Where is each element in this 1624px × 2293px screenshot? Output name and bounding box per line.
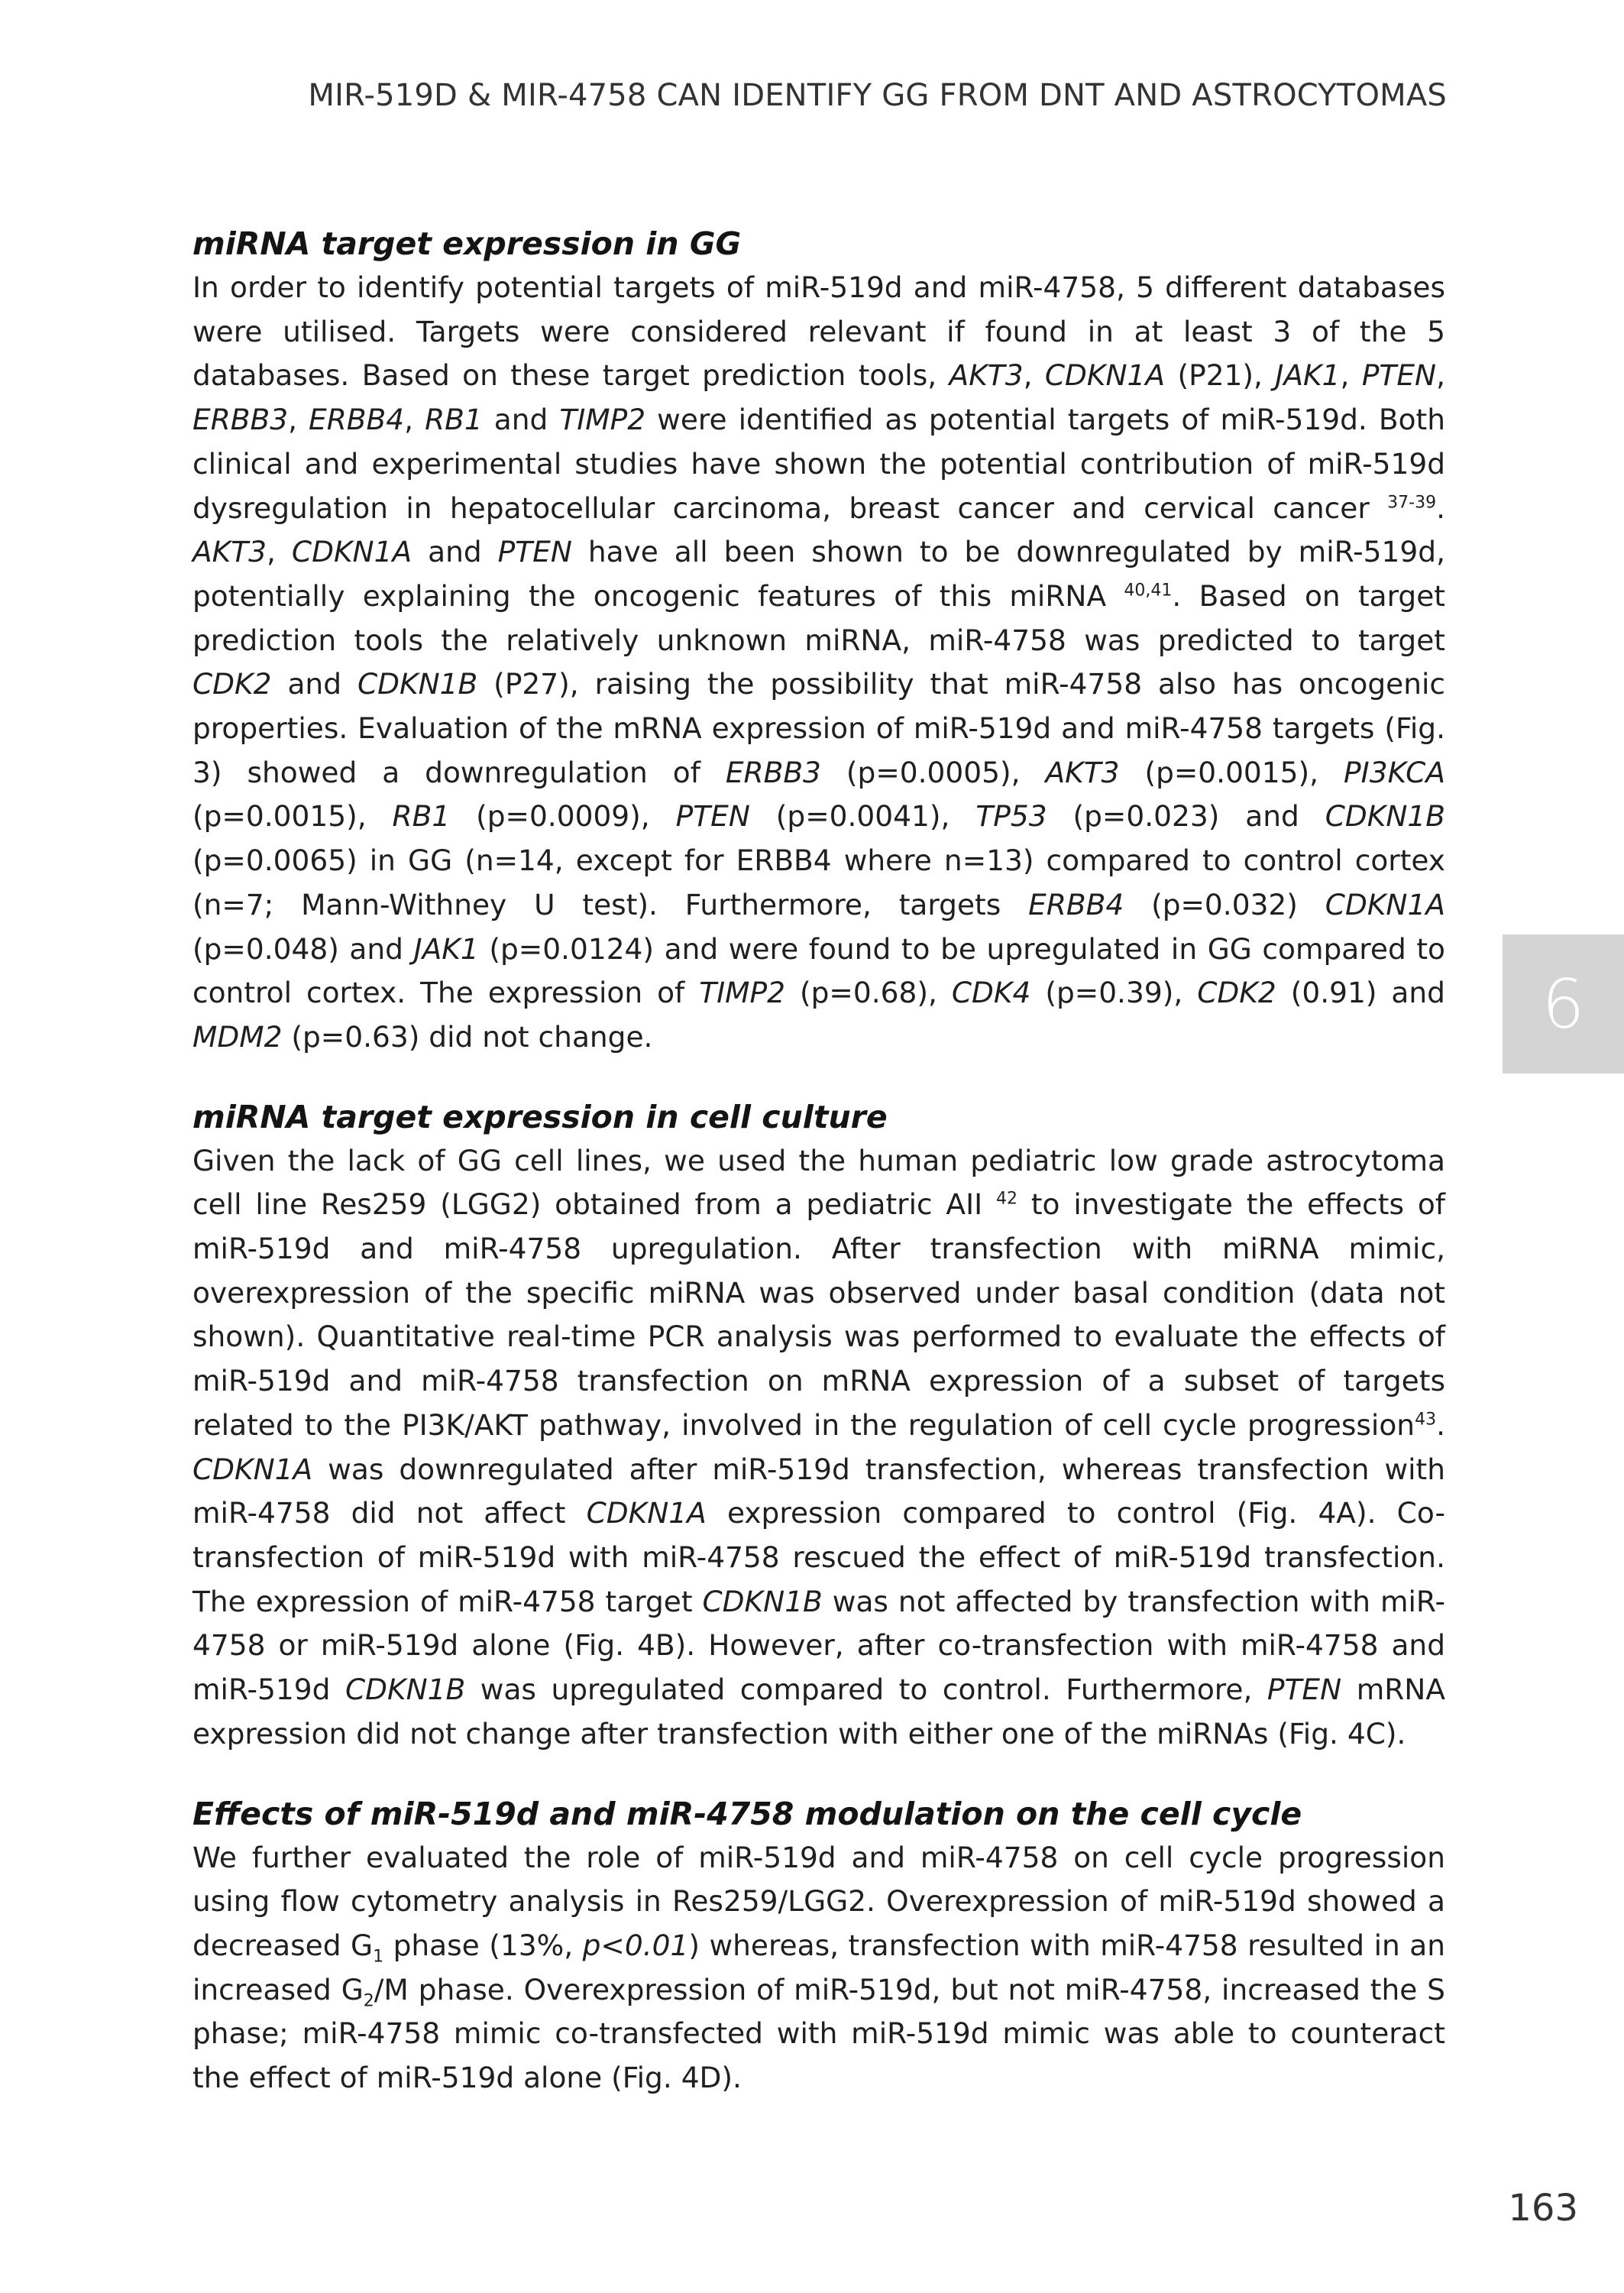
text-run: ,: [404, 403, 425, 437]
italic-term: p<0.01: [582, 1928, 689, 1962]
italic-term: AKT3: [1045, 755, 1120, 789]
text-run: mRNA expression did not change after transfection with either one of the miRNAs (Fig. 4C).: [192, 1673, 1445, 1751]
italic-term: PTEN: [675, 799, 750, 834]
text-run: phase (13%,: [383, 1928, 583, 1962]
italic-term: ERBB4: [1028, 887, 1124, 921]
section-paragraph: [192, 1139, 1445, 1757]
italic-term: ERBB3: [725, 755, 821, 789]
italic-term: CDKN1A: [192, 1452, 313, 1486]
italic-term: AKT3: [949, 358, 1024, 393]
text-run: We further evaluated the role of miR-519d and miR-4758 on cell cycle progression using flow cytometry analysis in Res259/LGG2. Overexpression of miR-519d showed a decreased G: [192, 1840, 1445, 1962]
section-paragraph: [192, 1836, 1445, 2100]
italic-term: CDKN1A: [291, 535, 412, 569]
italic-term: RB1: [392, 799, 451, 834]
section-heading: miRNA target expression in GG: [192, 225, 742, 262]
text-run: were identified as potential targets of miR-519d. Both clinical and experimental studies have shown the potential contribution of miR-519d dysregulation in hepatocellular carcinoma, breast cancer and cervical cancer: [192, 403, 1445, 525]
text-run: (p=0.0005),: [820, 755, 1046, 789]
italic-term: TP53: [975, 799, 1047, 834]
text-run: ,: [1340, 358, 1362, 393]
italic-term: CDKN1B: [1325, 799, 1445, 834]
text-run: (p=0.0041),: [749, 799, 976, 834]
italic-term: CDK2: [192, 667, 272, 701]
text-run: (p=0.048) and: [192, 931, 414, 966]
article-body: [192, 222, 1445, 2136]
italic-term: CDKN1B: [702, 1584, 823, 1618]
text-run: (P27), raising the possibility that miR-4758 also has oncogenic properties. Evaluation of the mRNA expression of miR-519d and miR-4758 targets (Fig. 3) showed a downregulation of: [192, 667, 1445, 789]
italic-term: TIMP2: [699, 976, 786, 1010]
chapter-tab: [1503, 934, 1624, 1074]
text-run: (0.91) and: [1276, 976, 1445, 1010]
text-run: ,: [1023, 358, 1045, 393]
subscript: 1: [373, 1947, 384, 1967]
page-number: 163: [1508, 2187, 1578, 2230]
running-header: MIR-519D & MIR-4758 CAN IDENTIFY GG FROM DNT AND ASTROCYTOMAS: [308, 78, 1447, 113]
italic-term: JAK1: [413, 931, 479, 966]
italic-term: CDK4: [951, 976, 1031, 1010]
section-cell-cycle-effects: [192, 1792, 1445, 2100]
text-run: ,: [267, 535, 292, 569]
text-run: and: [412, 535, 498, 569]
text-run: . Based on target prediction tools the relatively unknown miRNA, miR-4758 was predicted to target: [192, 578, 1445, 657]
italic-term: RB1: [425, 403, 483, 437]
italic-term: CDKN1A: [1325, 887, 1445, 921]
text-run: In order to identify potential targets of miR-519d and miR-4758, 5 different databases were utilised. Targets were considered relevant if found in at least 3 of the 5 databases. Based on these target prediction tools,: [192, 270, 1445, 393]
italic-term: AKT3: [192, 535, 267, 569]
italic-term: MDM2: [192, 1019, 283, 1054]
text-run: /M phase. Overexpression of miR-519d, but not miR-4758, increased the S phase; miR-4758 mimic co-transfected with miR-519d mimic was able to counteract the effect of miR-519d alone (Fig. 4D).: [192, 1972, 1445, 2095]
italic-term: CDKN1A: [1044, 358, 1166, 393]
section-heading: Effects of miR-519d and miR-4758 modulation on the cell cycle: [192, 1795, 1302, 1832]
italic-term: CDKN1B: [357, 667, 478, 701]
text-run: (P21),: [1165, 358, 1276, 393]
text-run: Given the lack of GG cell lines, we used the human pediatric low grade astrocytoma cell line Res259 (LGG2) obtained from a pediatric AII: [192, 1143, 1445, 1222]
text-run: was not affected by transfection with miR-4758 or miR-519d alone (Fig. 4B). However, after co-transfection with miR-4758 and miR-519d: [192, 1584, 1445, 1707]
section-paragraph: [192, 266, 1445, 1060]
italic-term: JAK1: [1275, 358, 1341, 393]
text-run: ,: [288, 403, 309, 437]
italic-term: CDK2: [1197, 976, 1276, 1010]
chapter-number: 6: [1542, 964, 1585, 1044]
text-run: (p=0.023) and: [1047, 799, 1325, 834]
italic-term: ERBB4: [309, 403, 405, 437]
text-run: was upregulated compared to control. Furthermore,: [465, 1673, 1267, 1707]
text-run: (p=0.68),: [785, 976, 952, 1010]
text-run: (p=0.0015),: [192, 799, 393, 834]
text-run: (p=0.0124) and were found to be upregulated in GG compared to control cortex. The expression of: [192, 931, 1445, 1010]
text-run: and: [482, 403, 560, 437]
reference-superscript: 42: [996, 1189, 1018, 1209]
text-run: (p=0.0015),: [1119, 755, 1344, 789]
section-heading: miRNA target expression in cell culture: [192, 1098, 888, 1135]
subscript: 2: [363, 1991, 374, 2011]
text-run: was downregulated after miR-519d transfection, whereas transfection with miR-4758 did not affect: [192, 1452, 1445, 1530]
section-target-expression-gg: [192, 222, 1445, 1060]
reference-superscript: 43: [1415, 1410, 1437, 1430]
text-run: (p=0.032): [1124, 887, 1325, 921]
text-run: (p=0.39),: [1030, 976, 1198, 1010]
text-run: have all been shown to be downregulated by miR-519d, potentially explaining the oncogenic features of this miRNA: [192, 535, 1445, 613]
italic-term: TIMP2: [559, 403, 646, 437]
italic-term: PI3KCA: [1344, 755, 1445, 789]
italic-term: PTEN: [497, 535, 572, 569]
text-run: and: [271, 667, 357, 701]
text-run: ,: [1436, 358, 1445, 393]
text-run: .: [1436, 1407, 1445, 1442]
section-target-expression-cell-culture: [192, 1095, 1445, 1757]
text-run: (p=0.0065) in GG (n=14, except for ERBB4 where n=13) compared to control cortex (n=7; Mann-Withney U test). Furthermore, targets: [192, 844, 1445, 921]
reference-superscript: 37-39: [1387, 493, 1437, 513]
text-run: ) whereas, transfection with miR-4758 resulted in an increased G: [192, 1928, 1445, 2006]
text-run: (p=0.0009),: [450, 799, 676, 834]
italic-term: ERBB3: [192, 403, 289, 437]
italic-term: CDKN1B: [345, 1673, 466, 1707]
text-run: (p=0.63) did not change.: [282, 1019, 653, 1054]
italic-term: PTEN: [1361, 358, 1437, 393]
text-run: .: [1436, 491, 1445, 525]
reference-superscript: 40,41: [1124, 581, 1173, 601]
italic-term: PTEN: [1267, 1673, 1342, 1707]
italic-term: CDKN1A: [586, 1496, 707, 1530]
text-run: expression compared to control (Fig. 4A). Co-transfection of miR-519d with miR-4758 rescued the effect of miR-519d transfection. The expression of miR-4758 target: [192, 1496, 1445, 1618]
text-run: to investigate the effects of miR-519d and miR-4758 upregulation. After transfection with miRNA mimic, overexpression of the specific miRNA was observed under basal condition (data not shown). Quantitative real-time PCR analysis was performed to evaluate the effects of miR-519d and miR-4758 transfection on mRNA expression of a subset of targets related to the PI3K/AKT pathway, involved in the regulation of cell cycle progression: [192, 1187, 1445, 1442]
